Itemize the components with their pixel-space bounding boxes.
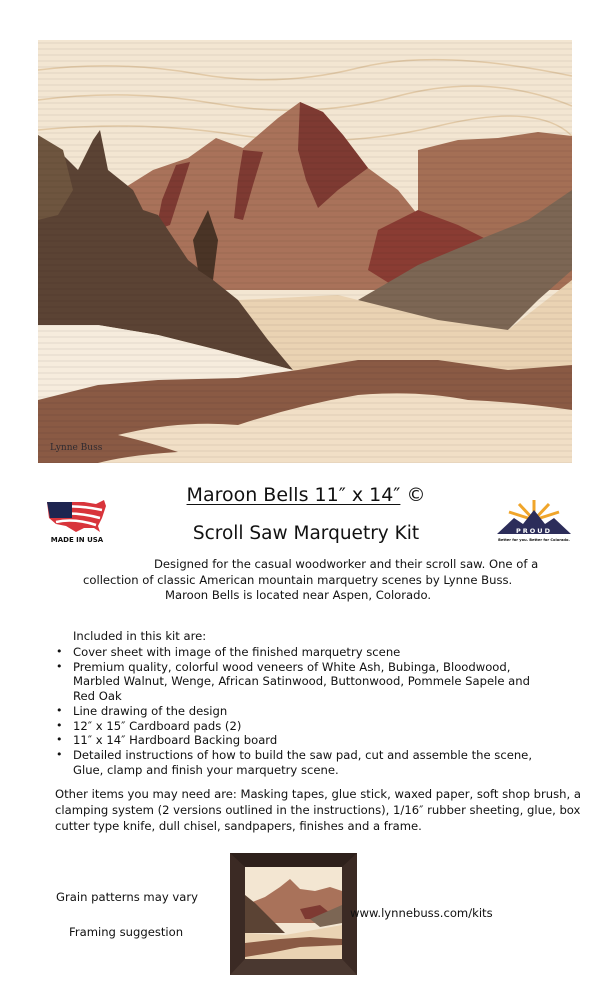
copyright-symbol: © (406, 484, 426, 506)
marquetry-scene-image (38, 40, 572, 463)
kit-item: • 12″ x 15″ Cardboard pads (2) (0, 719, 553, 734)
kit-item: • Cover sheet with image of the finished marquetry scene (0, 645, 553, 660)
colorado-proud-icon (489, 496, 579, 544)
kit-heading: Included in this kit are: (73, 629, 207, 643)
description-line-2: collection of classic American mountain marquetry scenes by Lynne Buss. (83, 572, 513, 587)
description-line-1: Designed for the casual woodworker and their scroll saw. One of a (154, 557, 539, 571)
kit-item: • 11″ x 14″ Hardboard Backing board (0, 733, 553, 748)
kit-items-list (0, 645, 553, 777)
signature: Lynne Buss (50, 443, 103, 453)
grain-note: Grain patterns may vary (56, 890, 198, 904)
kit-item: • Premium quality, colorful wood veneers of White Ash, Bubinga, Bloodwood, Marbled Walnut, Wenge, African Satinwood, Buttonwood, Pommele Sapele and Red Oak (0, 660, 553, 704)
website-link[interactable]: www.lynnebuss.com/kits (350, 906, 493, 920)
framing-note: Framing suggestion (69, 925, 184, 939)
kit-item: • Detailed instructions of how to build the saw pad, cut and assemble the scene, Glue, clamp and finish your marquetry scene. (0, 748, 553, 777)
made-in-usa-caption: MADE IN USA (50, 536, 104, 544)
page-subtitle: Scroll Saw Marquetry Kit (192, 523, 420, 544)
colorado-tagline: Better for you. Better for Colorado. (498, 538, 570, 542)
description-line-3: Maroon Bells is located near Aspen, Colorado. (165, 588, 432, 602)
title-text: Maroon Bells 11″ x 14″ (186, 484, 401, 506)
other-items-paragraph: Other items you may need are: Masking tapes, glue stick, waxed paper, soft shop brush, a clamping system (2 versions outlined in the instructions), 1/16″ rubber sheeting, glue, box cutter type knife, dull chisel, sandpapers, finishes and a frame. (55, 787, 581, 833)
kit-item: • Line drawing of the design (0, 704, 553, 719)
framed-scene-image (230, 853, 357, 975)
proud-band-text: PROUD (516, 527, 552, 535)
colorado-proud-logo (489, 496, 579, 544)
